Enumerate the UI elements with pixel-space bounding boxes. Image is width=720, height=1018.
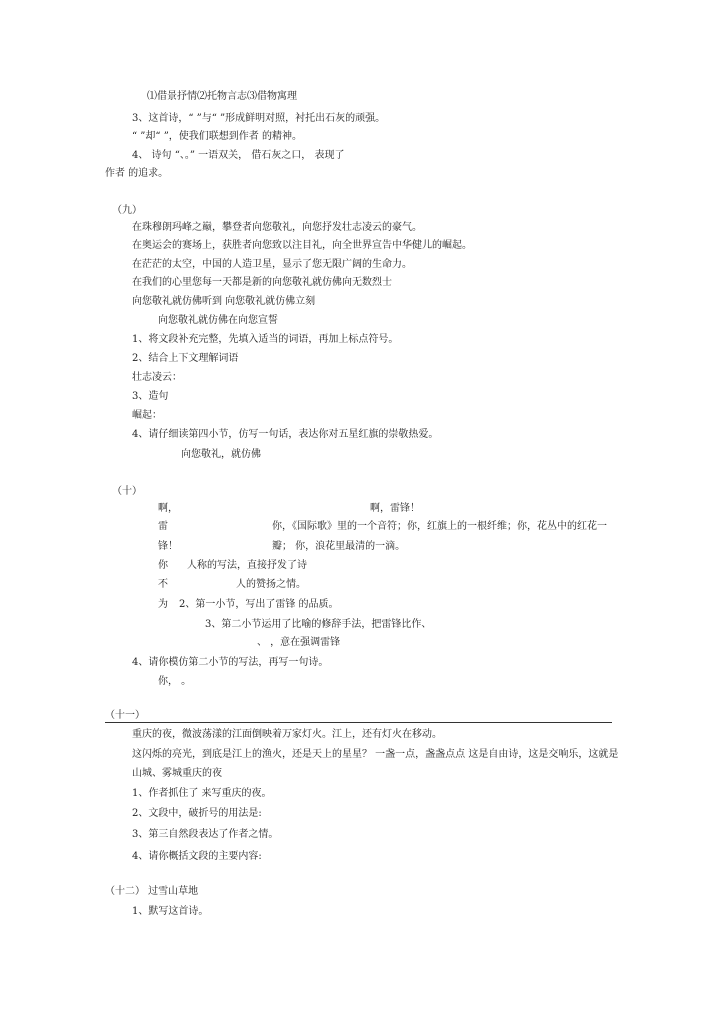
text-line: 为 xyxy=(158,599,168,610)
section-heading: （十） xyxy=(112,486,142,497)
question-line: 4、请你概括文段的主要内容: xyxy=(132,851,262,862)
question-line: 3、第三自然段表达了作者之情。 xyxy=(132,829,279,840)
question-line: 4、请仔细读第四小节，仿写一句话，表达你对五星红旗的崇敬热爱。 xyxy=(132,429,439,440)
text-line: 你， 。 xyxy=(158,676,192,687)
text-line: 雷 xyxy=(158,521,168,532)
text-line: 人的赞扬之情。 xyxy=(236,579,306,590)
text-line: 、 ，意在强调雷锋 xyxy=(257,637,341,648)
text-line: 向您敬礼就仿佛听到 向您敬礼就仿佛立刻 xyxy=(132,296,316,307)
text-line: 啊， xyxy=(158,503,178,514)
text-line: 你，《国际歌》里的一个音符；你，红旗上的一根纤维；你，花丛中的红花一 xyxy=(272,521,607,532)
text-line: 不 xyxy=(158,579,168,590)
text-line: 作者 的追求。 xyxy=(105,168,169,179)
question-line: 3、第二小节运用了比喻的修辞手法，把雷锋比作、 xyxy=(205,619,432,630)
text-line: 山城、雾城重庆的夜 xyxy=(132,768,222,779)
text-line: 4、 诗句 “、。” 一语双关， 借石灰之口， 表现了 xyxy=(132,150,345,161)
question-line: 2、结合上下文理解词语 xyxy=(132,353,239,364)
text-line: 在茫茫的太空，中国的人造卫星，显示了您无限广阔的生命力。 xyxy=(132,259,412,270)
question-line: 3、造句 xyxy=(132,391,169,402)
question-line: 4、请你模仿第二小节的写法，再写一句诗。 xyxy=(132,657,329,668)
question-line: 1、默写这首诗。 xyxy=(132,906,209,917)
text-line: 崛起： xyxy=(132,410,162,421)
text-line: 3、这首诗，“ ”与“ ”形成鲜明对照，衬托出石灰的顽强。 xyxy=(132,113,386,124)
text-line: 人称的写法，直接抒发了诗 xyxy=(187,560,307,571)
text-line: 向您敬礼就仿佛在向您宣誓 xyxy=(158,315,278,326)
text-line: 向您敬礼，就仿佛 xyxy=(181,449,261,460)
text-line: “ ”却“ ”，使我们联想到作者 的精神。 xyxy=(132,131,302,142)
text-line: 你 xyxy=(158,560,168,571)
question-line: 2、第一小节，写出了雷锋 的品质。 xyxy=(179,599,339,610)
text-line: 壮志凌云： xyxy=(132,372,182,383)
question-line: 1、将文段补充完整，先填入适当的词语，再加上标点符号。 xyxy=(132,334,399,345)
section-divider xyxy=(105,722,612,723)
text-line: 在珠穆朗玛峰之巅，攀登者向您敬礼，向您抒发壮志凌云的豪气。 xyxy=(132,222,422,233)
text-line: 在奥运会的赛场上，获胜者向您致以注目礼，向全世界宣告中华健儿的崛起。 xyxy=(132,240,472,251)
text-line: 瓣； 你，浪花里最清的一滴。 xyxy=(272,541,406,552)
section-heading: （十二） 过雪山草地 xyxy=(105,886,199,897)
text-line: 这闪烁的亮光，到底是江上的渔火，还是天上的星星？ 一盏一点，盏盏点点 这是自由诗，这是交响乐，这就是 xyxy=(132,749,619,760)
text-line: 锋！ xyxy=(158,541,178,552)
question-line: 1、作者抓住了 来写重庆的夜。 xyxy=(132,788,272,799)
text-line: ⑴借景抒情⑵托物言志⑶借物寓理 xyxy=(147,91,297,102)
section-heading: （九） xyxy=(112,205,142,216)
text-line: 重庆的夜，微波荡漾的江面倒映着万家灯火。江上，还有灯火在移动。 xyxy=(132,729,442,740)
section-heading: （十一） xyxy=(105,710,145,721)
text-line: 在我们的心里您每一天都是新的向您敬礼就仿佛向无数烈士 xyxy=(132,277,392,288)
text-line: 啊，雷锋！ xyxy=(370,503,420,514)
question-line: 2、文段中，破折号的用法是: xyxy=(132,808,262,819)
